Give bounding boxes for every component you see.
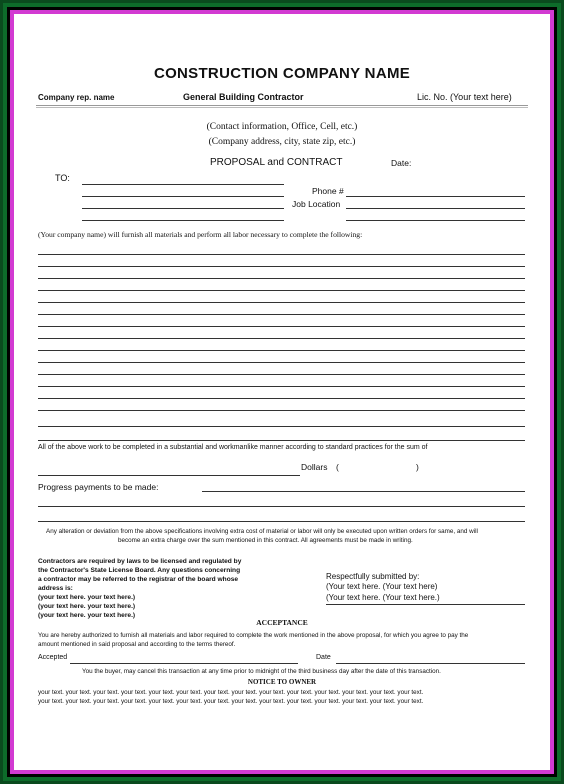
progress-line-3[interactable]: [38, 521, 525, 522]
scope-line[interactable]: [38, 410, 525, 411]
date-label: Date:: [391, 158, 412, 168]
scope-line[interactable]: [38, 426, 525, 427]
cancel-notice: You the buyer, may cancel this transaction at any time prior to midnight of the third business day after the date of this transaction.: [82, 668, 441, 675]
alteration-line-1: Any alteration or deviation from the above specifications involving extra cost of material or labor will only be executed upon written orders for same, and will: [46, 528, 478, 535]
scope-line[interactable]: [38, 278, 525, 279]
to-line-3[interactable]: [82, 208, 284, 209]
phone-line[interactable]: [346, 196, 525, 197]
progress-payments-label: Progress payments to be made:: [38, 482, 159, 492]
scope-line[interactable]: [38, 314, 525, 315]
license-notice-line: a contractor may be referred to the registrar of the board whose: [38, 576, 239, 583]
paren-close: ): [416, 462, 419, 472]
job-location-line-2[interactable]: [346, 220, 525, 221]
submitted-label: Respectfully submitted by:: [326, 572, 420, 581]
license-notice-line: (your text here. your text here.): [38, 603, 136, 610]
license-notice-line: the Contractor's State License Board. Any questions concerning: [38, 567, 241, 574]
scope-line[interactable]: [38, 266, 525, 267]
to-line-1[interactable]: [82, 184, 284, 185]
proposal-title: PROPOSAL and CONTRACT: [210, 157, 343, 168]
scope-intro: (Your company name) will furnish all materials and perform all labor necessary to complete the following:: [38, 230, 363, 239]
to-label: TO:: [55, 173, 70, 183]
submitted-line-2: (Your text here. (Your text here.): [326, 593, 440, 602]
acceptance-text-1: You are hereby authorized to furnish all materials and labor required to complete the work mentioned in the above proposal, for which you agree to pay the: [38, 632, 469, 639]
acceptance-text-2: amount mentioned in said proposal and according to the terms thereof.: [38, 641, 236, 648]
license-notice-line: (your text here. your text here.): [38, 594, 136, 601]
scope-line[interactable]: [38, 290, 525, 291]
contract-page: [14, 14, 550, 770]
to-line-4[interactable]: [82, 220, 284, 221]
completion-statement: All of the above work to be completed in a substantial and workmanlike manner according to standard practices for the sum of: [38, 444, 428, 451]
scope-line[interactable]: [38, 254, 525, 255]
license-notice-line: (your text here. your text here.): [38, 612, 136, 619]
license-notice-line: Contractors are required by laws to be licensed and regulated by: [38, 558, 242, 565]
job-location-line[interactable]: [346, 208, 525, 209]
header-rule-2: [36, 107, 528, 108]
scope-line[interactable]: [38, 374, 525, 375]
contractor-type: General Building Contractor: [183, 92, 304, 102]
acceptance-date-line[interactable]: [336, 663, 525, 664]
accepted-line[interactable]: [70, 663, 298, 664]
scope-line[interactable]: [38, 350, 525, 351]
job-location-label: Job Location: [292, 199, 341, 209]
company-rep-label: Company rep. name: [38, 93, 115, 102]
acceptance-title: ACCEPTANCE: [256, 618, 308, 627]
notice-text-1: your text. your text. your text. your text. your text. your text. your text. your text. your text. your text. your text. your text. your text. your text.: [38, 689, 424, 696]
scope-line[interactable]: [38, 338, 525, 339]
signature-line[interactable]: [326, 604, 525, 605]
sum-line[interactable]: [38, 475, 300, 476]
progress-line-1[interactable]: [202, 491, 525, 492]
progress-line-2[interactable]: [38, 506, 525, 507]
alteration-line-2: become an extra charge over the sum mentioned in this contract. All agreements must be made in writing.: [118, 537, 413, 544]
company-name-title: CONSTRUCTION COMPANY NAME: [153, 65, 411, 82]
scope-line[interactable]: [38, 386, 525, 387]
paren-open: (: [336, 462, 339, 472]
scope-line[interactable]: [38, 398, 525, 399]
dollars-label: Dollars: [301, 462, 328, 472]
license-notice-line: address is:: [38, 585, 73, 592]
header-rule: [36, 105, 528, 106]
license-number: Lic. No. (Your text here): [417, 92, 512, 102]
accepted-label: Accepted: [38, 654, 68, 661]
scope-line[interactable]: [38, 326, 525, 327]
contact-info: (Contact information, Office, Cell, etc.): [206, 122, 358, 132]
company-address: (Company address, city, state zip, etc.): [208, 137, 356, 147]
notice-text-2: your text. your text. your text. your text. your text. your text. your text. your text. your text. your text. your text. your text. your text. your text.: [38, 698, 424, 705]
notice-to-owner-title: NOTICE TO OWNER: [247, 678, 317, 686]
scope-line[interactable]: [38, 440, 525, 441]
submitted-line-1: (Your text here. (Your text here): [326, 582, 438, 591]
phone-label: Phone #: [312, 186, 344, 196]
scope-line[interactable]: [38, 302, 525, 303]
to-line-2[interactable]: [82, 196, 284, 197]
scope-line[interactable]: [38, 362, 525, 363]
acceptance-date-label: Date: [316, 654, 331, 661]
